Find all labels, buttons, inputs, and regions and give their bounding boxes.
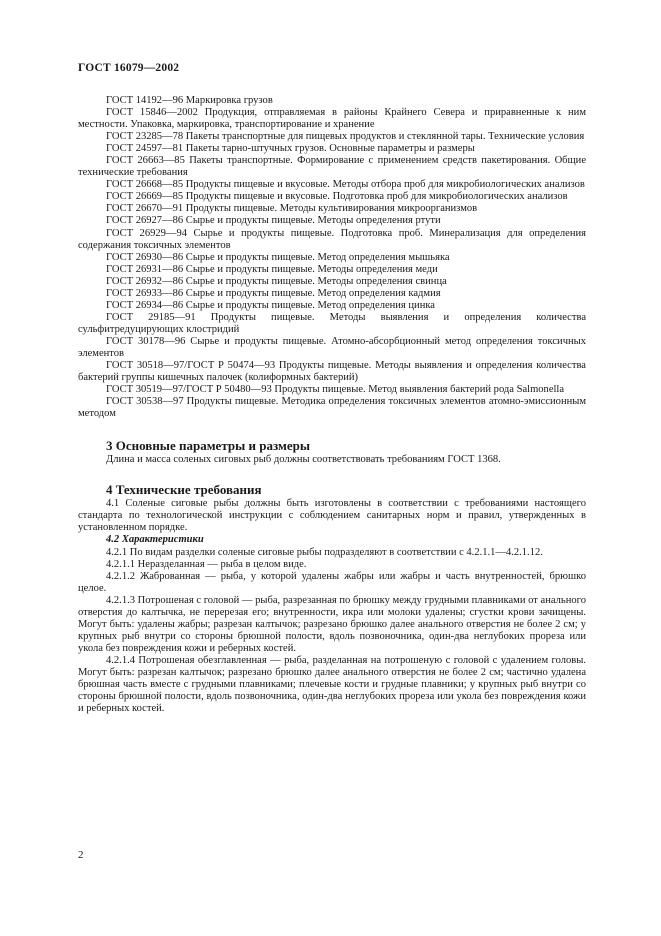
paragraph-4-2-1-3: 4.2.1.3 Потрошеная с головой — рыба, разрезанная по брюшку между грудными плавниками от анального отверстия до калтычка, не перерезая его; внутренности, икра или молоки удалены; сгустки крови зачищены. Могут быть: удалены жабры; разрезан калтычок; разрезано брюшко далее анального отверстия не более 2 см; у крупных рыб внутри со стороны брюшной полости, вдоль позвоночника, один-два неглубоких прореза или укола без повреждения кожи и реберных костей. (78, 594, 586, 654)
paragraph-4-1: 4.1 Соленые сиговые рыбы должны быть изготовлены в соответствии с требованиями настоящего стандарта по технологической инструкции с соблюдением санитарных норм и правил, утвержденных в установленном порядке. (78, 498, 586, 534)
reference-item: ГОСТ 23285—78 Пакеты транспортные для пищевых продуктов и стеклянной тары. Технические условия (106, 131, 585, 143)
references-list (78, 95, 586, 420)
reference-item: ГОСТ 26668—85 Продукты пищевые и вкусовые. Методы отбора проб для микробиологических анализов (106, 179, 585, 191)
section-3-heading: 3 Основные параметры и размеры (106, 438, 311, 454)
paragraph-4-2-1-1: 4.2.1.1 Неразделанная — рыба в целом виде. (106, 558, 307, 570)
page-header-doc-id: ГОСТ 16079—2002 (78, 62, 180, 74)
reference-item: ГОСТ 14192—96 Маркировка грузов (106, 95, 273, 106)
paragraph-4-2-1-2: 4.2.1.2 Жаброванная — рыба, у которой удалены жабры или жабры и часть внутренностей, брюшко целое. (78, 570, 586, 594)
paragraph-4-2-1: 4.2.1 По видам разделки соленые сиговые рыбы подразделяют в соответствии с 4.2.1.1—4.2.1.12. (106, 546, 543, 558)
reference-item: ГОСТ 26929—94 Сырье и продукты пищевые. Подготовка проб. Минерализация для определения содержания токсичных элементов (78, 227, 586, 251)
reference-item: ГОСТ 26930—86 Сырье и продукты пищевые. Метод определения мышьяка (106, 251, 450, 263)
reference-item: ГОСТ 26669—85 Продукты пищевые и вкусовые. Подготовка проб для микробиологических анализов (106, 191, 568, 203)
reference-item: ГОСТ 30519—97/ГОСТ Р 50480—93 Продукты пищевые. Метод выявления бактерий рода Salmonella (106, 384, 565, 396)
reference-item: ГОСТ 15846—2002 Продукция, отправляемая в районы Крайнего Севера и приравненные к ним местности. Упаковка, маркировка, транспортирование и хранение (78, 107, 586, 131)
reference-item: ГОСТ 26932—86 Сырье и продукты пищевые. Методы определения свинца (106, 275, 447, 287)
reference-item: ГОСТ 29185—91 Продукты пищевые. Методы выявления и определения количества сульфитредуцирующих клостридий (78, 311, 586, 335)
section-4-heading: 4 Технические требования (106, 482, 262, 498)
reference-item: ГОСТ 26663—85 Пакеты транспортные. Формирование с применением средств пакетирования. Общие технические требования (78, 155, 586, 179)
reference-item: ГОСТ 26933—86 Сырье и продукты пищевые. Метод определения кадмия (106, 287, 441, 299)
reference-item: ГОСТ 30538—97 Продукты пищевые. Методика определения токсичных элементов атомно-эмиссионным методом (78, 396, 586, 420)
reference-item: ГОСТ 30518—97/ГОСТ Р 50474—93 Продукты пищевые. Методы выявления и определения количества бактерий группы кишечных палочек (колиформных бактерий) (78, 360, 586, 384)
reference-item: ГОСТ 26931—86 Сырье и продукты пищевые. Методы определения меди (106, 263, 438, 275)
page-content (78, 95, 586, 715)
paragraph-4-2-1-4: 4.2.1.4 Потрошеная обезглавленная — рыба, разделанная на потрошеную с головой с удалением головы. Могут быть: разрезан калтычок; разрезано брюшко далее анального отверстия не более 2 см; частично удалена брюшная часть вместе с грудными плавниками; плечевые кости и грудные плавники; у крупных рыб внутри со стороны брюшной полости, вдоль позвоночника, один-два неглубоких прореза или укола без повреждения кожи и реберных костей. (78, 654, 586, 715)
reference-item: ГОСТ 30178—96 Сырье и продукты пищевые. Атомно-абсорбционный метод определения токсичных элементов (78, 335, 586, 359)
reference-item: ГОСТ 26927—86 Сырье и продукты пищевые. Методы определения ртути (106, 215, 441, 227)
page-number: 2 (78, 849, 84, 861)
section-3-text: Длина и масса соленых сиговых рыб должны соответствовать требованиям ГОСТ 1368. (106, 454, 501, 466)
reference-item: ГОСТ 26670—91 Продукты пищевые. Методы культивирования микроорганизмов (106, 203, 478, 215)
reference-item: ГОСТ 24597—81 Пакеты тарно-штучных грузов. Основные параметры и размеры (106, 143, 475, 155)
subheading-4-2: 4.2 Характеристики (106, 534, 204, 546)
reference-item: ГОСТ 26934—86 Сырье и продукты пищевые. Метод определения цинка (106, 299, 435, 311)
